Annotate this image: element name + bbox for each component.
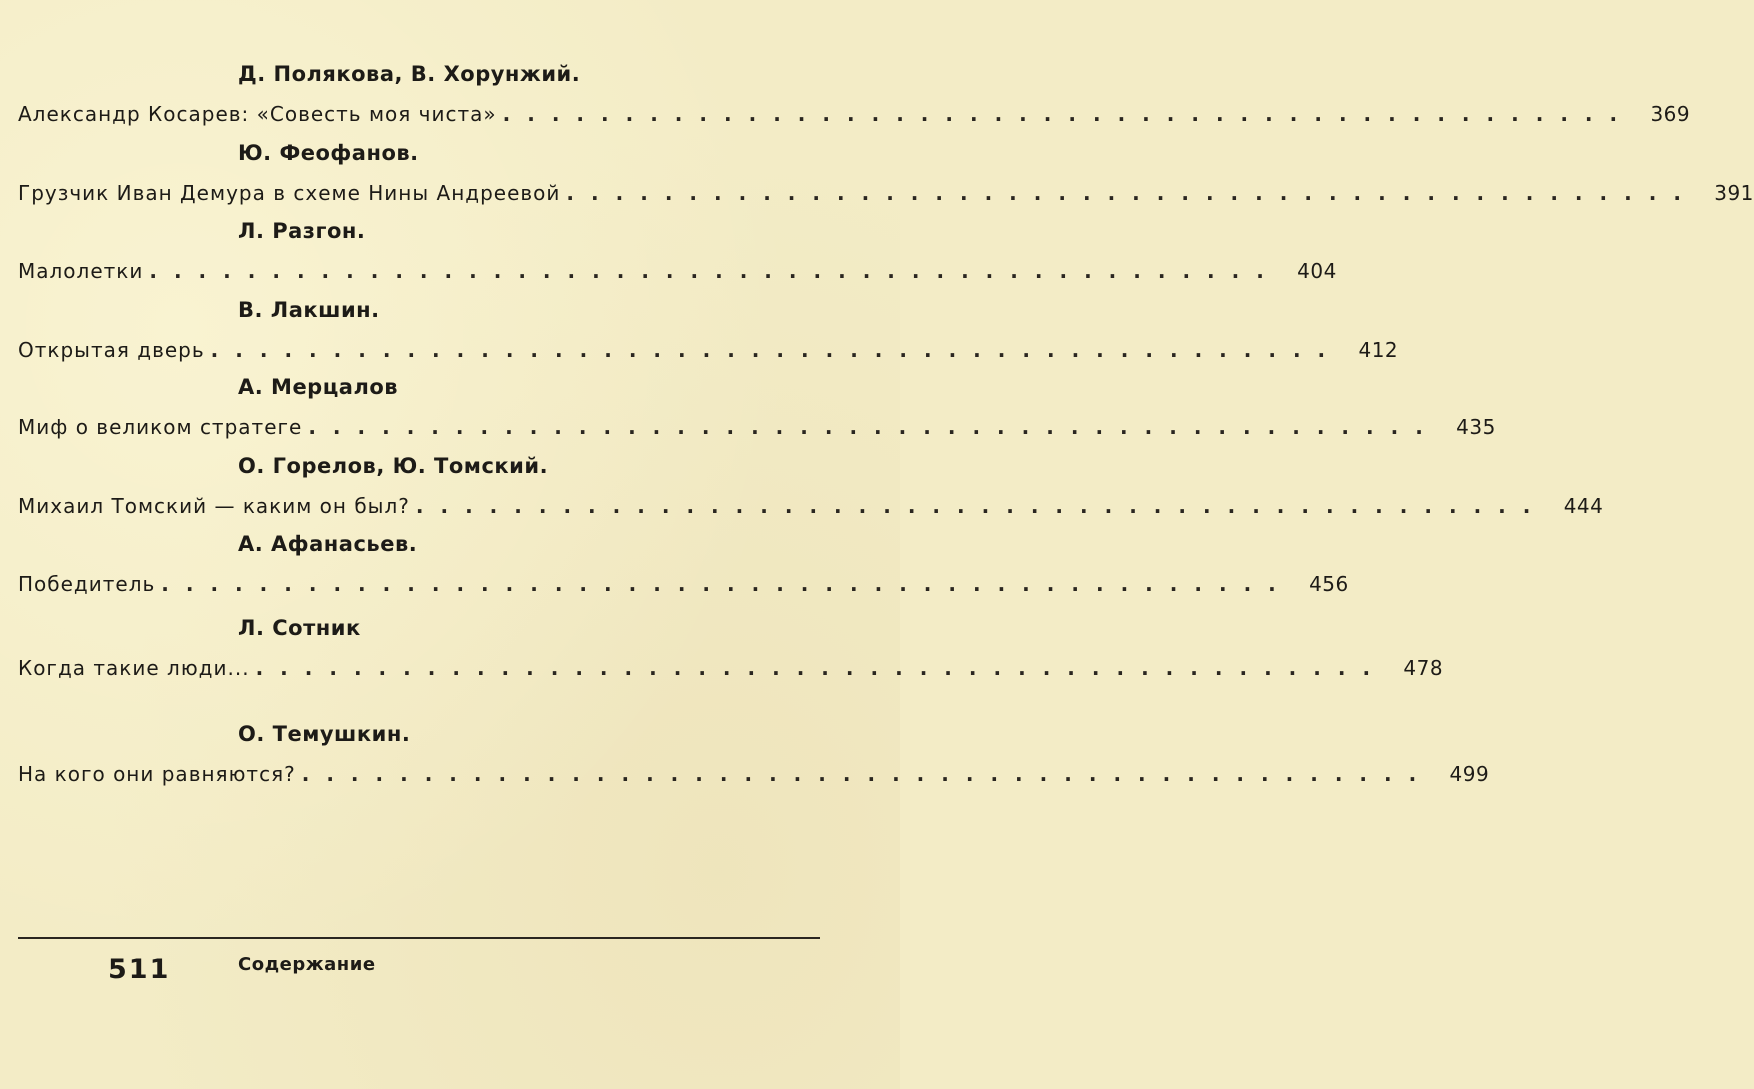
toc-title-row [18, 102, 1691, 132]
toc-title: Михаил Томский — каким он был? [18, 494, 410, 518]
toc-page-number: 404 [1297, 259, 1337, 283]
toc-title: Александр Косарев: «Совесть моя чиста» [18, 102, 497, 126]
toc-title-row [18, 494, 1604, 524]
toc-title: Грузчик Иван Демура в схеме Нины Андреевой [18, 181, 561, 205]
toc-page-number: 412 [1358, 338, 1399, 362]
toc-author: О. Горелов, Ю. Томский. [238, 454, 549, 478]
toc-author: В. Лакшин. [238, 298, 380, 322]
toc-author: А. Афанасьев. [238, 532, 418, 556]
dot-leader: .............................................. [502, 102, 1635, 126]
dot-leader: .............................................. [308, 415, 1440, 439]
toc-title: Малолетки [18, 259, 144, 283]
dot-leader: .............................................. [566, 181, 1698, 205]
running-head: Содержание [238, 954, 376, 975]
toc-page-number: 456 [1309, 572, 1349, 596]
toc-title: На кого они равняются? [18, 762, 296, 786]
dot-leader: .............................................. [161, 572, 1293, 596]
toc-title: Открытая дверь [18, 338, 205, 362]
toc-title-row [18, 572, 1349, 602]
dot-leader: .............................................. [255, 656, 1388, 680]
toc-title-row [18, 762, 1490, 792]
toc-author: Л. Разгон. [238, 219, 366, 243]
dot-leader: .............................................. [149, 259, 1281, 283]
toc-title-row [18, 338, 1399, 368]
dot-leader: .............................................. [301, 762, 1434, 786]
toc-page-number: 478 [1403, 656, 1444, 680]
toc-author: Л. Сотник [238, 616, 361, 640]
toc-title: Победитель [18, 572, 156, 596]
toc-page-number: 391 [1714, 181, 1754, 205]
toc-title-row [18, 259, 1337, 289]
toc-title: Когда такие люди... [18, 656, 250, 680]
toc-title-row [18, 656, 1444, 686]
toc-author: О. Темушкин. [238, 722, 411, 746]
toc-author: А. Мерцалов [238, 375, 399, 399]
toc-title-row [18, 181, 1754, 211]
toc-author: Ю. Феофанов. [238, 141, 419, 165]
toc-page-number: 444 [1563, 494, 1604, 518]
page-number: 511 [108, 954, 171, 985]
toc-page-number: 499 [1449, 762, 1490, 786]
dot-leader: .............................................. [210, 338, 1343, 362]
toc-title: Миф о великом стратеге [18, 415, 303, 439]
dot-leader: .............................................. [415, 494, 1548, 518]
toc-page-number: 369 [1650, 102, 1691, 126]
footer-rule [18, 937, 820, 939]
toc-title-row [18, 415, 1496, 445]
toc-author: Д. Полякова, В. Хорунжий. [238, 62, 581, 86]
toc-page-number: 435 [1456, 415, 1496, 439]
